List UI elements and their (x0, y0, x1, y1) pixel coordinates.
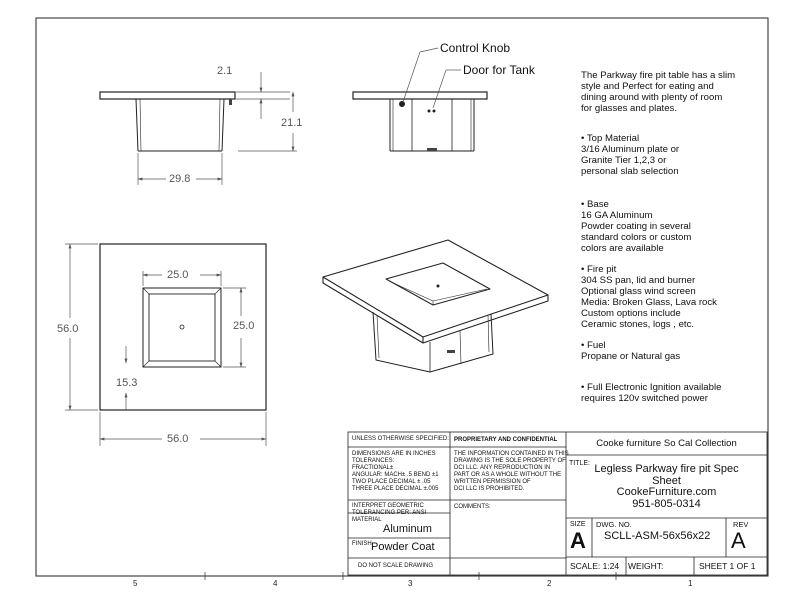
side-view (353, 92, 487, 151)
tb-material-label: MATERIAL (352, 517, 382, 523)
front-view (100, 92, 235, 151)
zone-4: 4 (273, 579, 278, 588)
dim-top-thickness: 2.1 (217, 65, 233, 77)
dim-base-width: 29.8 (169, 173, 191, 185)
tb-size-value: A (570, 528, 586, 553)
description-intro: The Parkway fire pit table has a slim style and Perfect for eating and dining around with plenty of room for glasses and plates. (581, 70, 736, 114)
description-fire-pit: • Fire pit 304 SS pan, lid and burner Optional glass wind screen Media: Broken Glass, Lava rock Custom options include Ceramic stones, logs , etc. (581, 264, 717, 330)
description-base: • Base 16 GA Aluminum Powder coating in several standard colors or custom colors are available (581, 199, 692, 254)
zone-3: 3 (408, 579, 413, 588)
dim-opening-width: 25.0 (167, 269, 189, 281)
dim-overall-depth: 56.0 (57, 323, 79, 335)
tb-weight: WEIGHT: (628, 561, 664, 571)
dim-overall-width: 56.0 (167, 433, 189, 445)
tb-tolerances: DIMENSIONS ARE IN INCHES TOLERANCES: FRACTIONAL± ANGULAR: MACH± .5 BEND ±1 TWO PLACE DECIMAL ± .05 THREE PLACE DECIMAL ±.005 (352, 451, 439, 492)
description-top-material: • Top Material 3/16 Aluminum plate or Granite Tier 1,2,3 or personal slab selection (581, 133, 680, 177)
zone-2: 2 (547, 579, 552, 588)
iso-view (323, 240, 548, 372)
tb-material-value: Aluminum (383, 523, 432, 535)
tb-title-label: TITLE: (569, 460, 591, 467)
zone-1: 1 (688, 579, 693, 588)
tb-dwg-label: DWG. NO. (596, 520, 632, 529)
tb-finish-label: FINISH (352, 541, 372, 547)
dim-height: 21.1 (281, 117, 303, 129)
tb-title: Legless Parkway fire pit Spec Sheet CookeFurniture.com 951-805-0314 (594, 463, 739, 510)
tb-geometric: INTERPRET GEOMETRIC TOLERANCING PER: ANSI (352, 503, 427, 516)
tb-sheet: SHEET 1 OF 1 (699, 561, 756, 571)
tb-proprietary-text: THE INFORMATION CONTAINED IN THIS DRAWING IS THE SOLE PROPERTY OF DCI LLC. ANY REPRODUCTION IN PART OR AS A WHOLE WITHOUT THE WRITTEN PERMISSION OF DCI LLC IS PROHIBITED. (454, 451, 569, 492)
front-view-dimensions (138, 72, 297, 185)
callout-door-for-tank: Door for Tank (463, 63, 535, 77)
description-ignition: • Full Electronic Ignition available requires 120v switched power (581, 382, 722, 404)
control-knob (399, 101, 405, 107)
door-handle (428, 110, 436, 113)
tb-finish-value: Powder Coat (371, 541, 435, 553)
dim-opening-offset: 15.3 (116, 377, 138, 389)
tb-comments: COMMENTS: (454, 504, 491, 510)
tb-dwg-value: SCLL-ASM-56x56x22 (604, 530, 711, 542)
dim-opening-depth: 25.0 (233, 320, 255, 332)
tb-rev-label: REV (733, 520, 749, 529)
tb-proprietary-title: PROPRIETARY AND CONFIDENTIAL (454, 437, 558, 443)
zone-5: 5 (133, 579, 138, 588)
description-fuel: • Fuel Propane or Natural gas (581, 340, 681, 362)
tb-rev-value: A (731, 528, 746, 553)
callout-control-knob: Control Knob (440, 41, 511, 55)
tb-do-not-scale: DO NOT SCALE DRAWING (358, 563, 434, 569)
tb-scale: SCALE: 1:24 (570, 561, 620, 571)
tb-unless-specified: UNLESS OTHERWISE SPECIFIED: (352, 436, 449, 442)
tb-company: Cooke furniture So Cal Collection (596, 438, 737, 449)
tb-size-label: SIZE (570, 521, 586, 528)
